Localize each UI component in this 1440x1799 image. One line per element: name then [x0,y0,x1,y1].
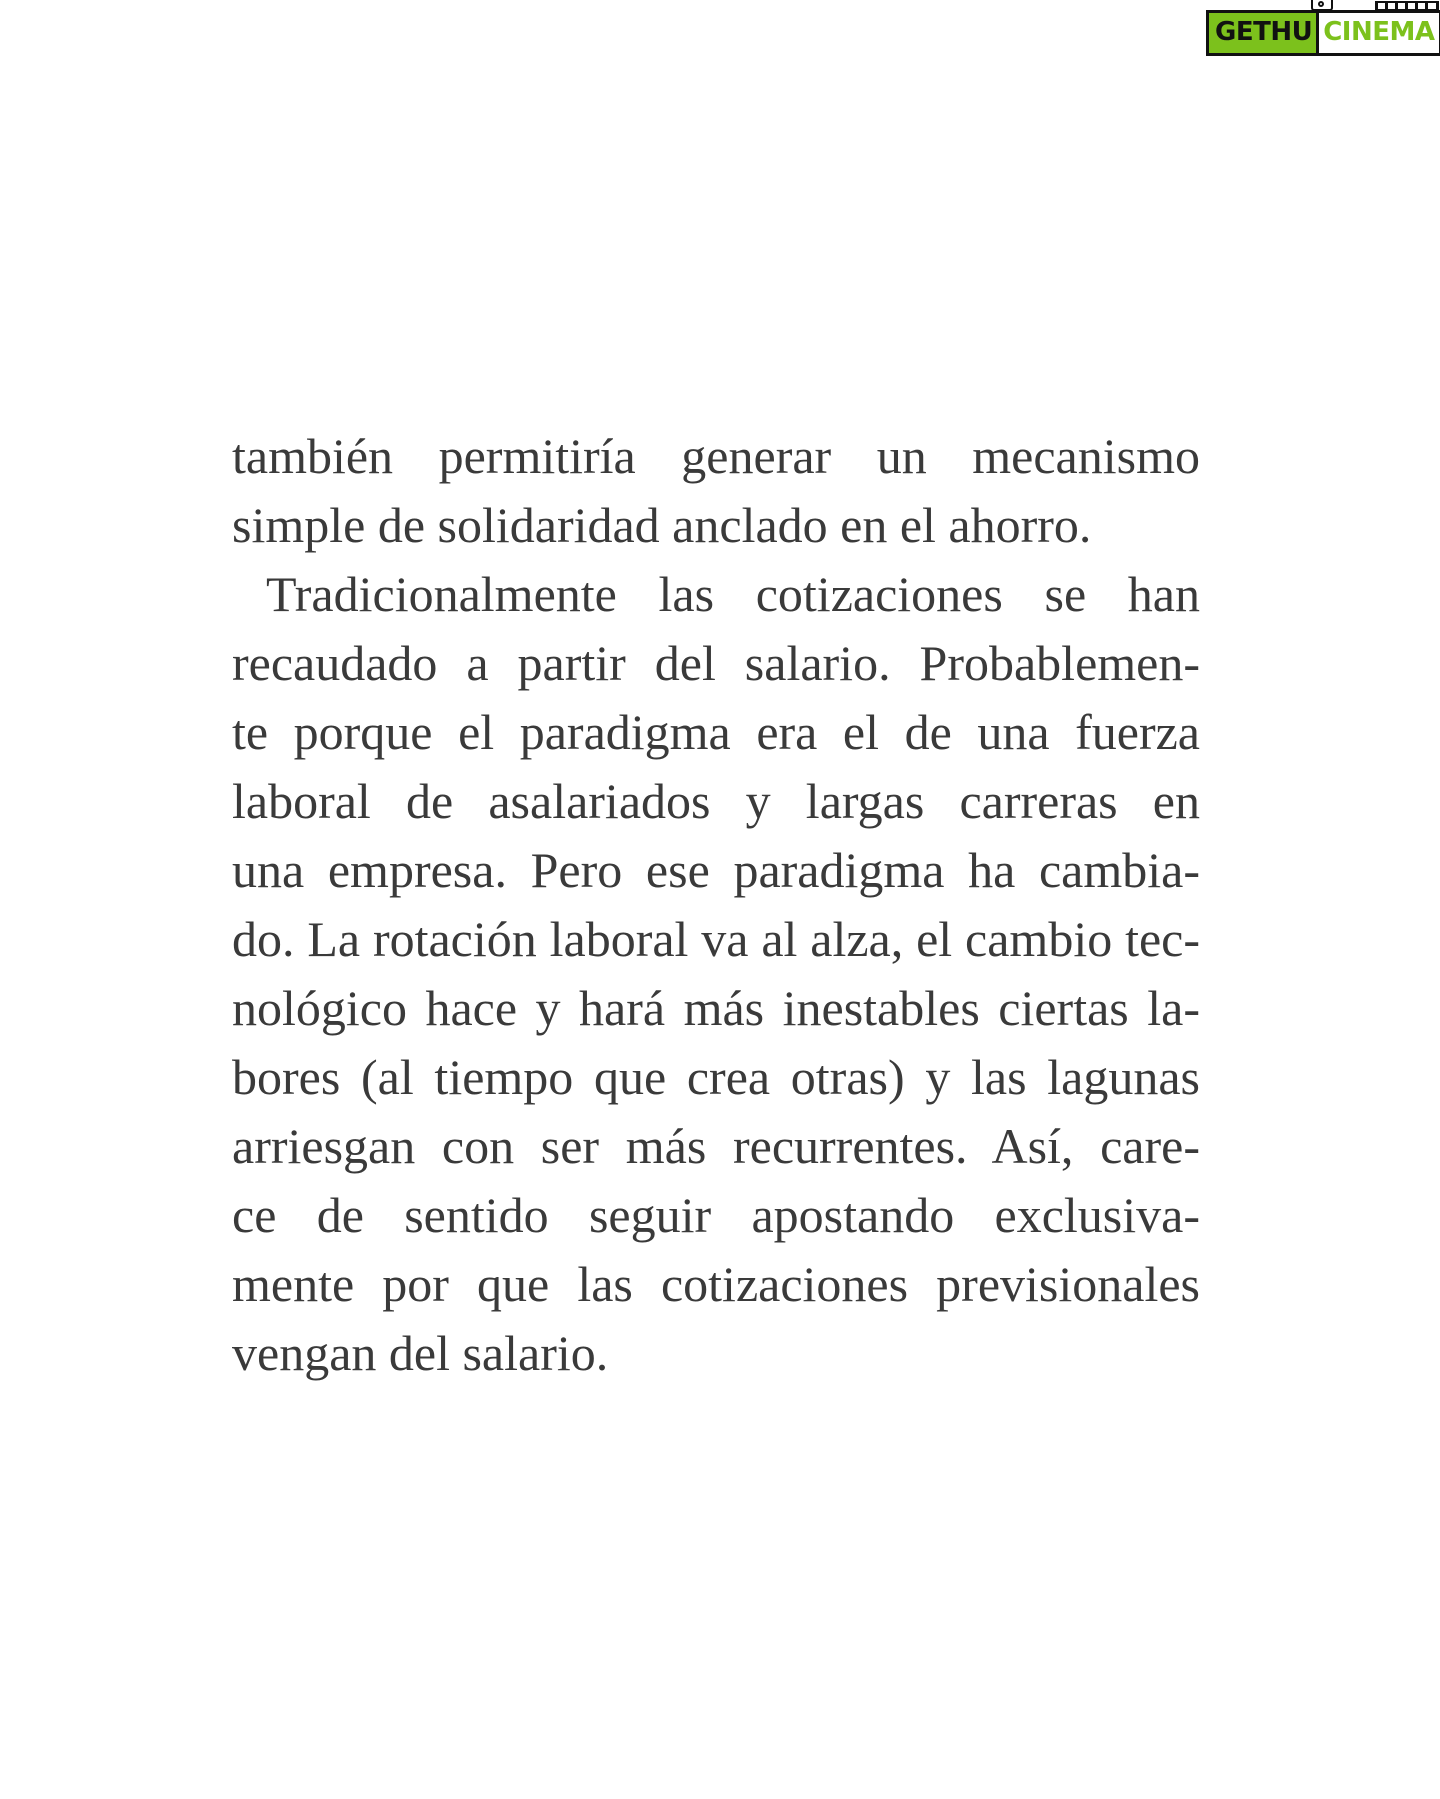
text-line: mente por que las cotizaciones previsionales [232,1256,1200,1312]
film-strip-icon [1375,1,1439,11]
article-body [232,422,1200,1388]
text-line: laboral de asalariados y largas carreras en [232,773,1200,829]
logo-word-cinema-text: CINEMA [1323,17,1435,47]
text-line: vengan del salario. [232,1325,609,1381]
text-line: te porque el paradigma era el de una fuerza [232,704,1200,760]
logo-word-cinema [1316,10,1440,56]
camera-icon [1311,0,1333,11]
text-line: simple de solidaridad anclado en el ahorro. [232,497,1092,553]
text-line: Tradicionalmente las cotizaciones se han [266,566,1200,622]
paragraph-2 [232,560,1200,1388]
text-line: una empresa. Pero ese paradigma ha cambia- [232,842,1200,898]
text-line: arriesgan con ser más recurrentes. Así, care- [232,1118,1200,1174]
text-line: recaudado a partir del salario. Probablemen- [232,635,1200,691]
text-line: nológico hace y hará más inestables ciertas la- [232,980,1200,1036]
text-line: bores (al tiempo que crea otras) y las lagunas [232,1049,1200,1105]
text-line: ce de sentido seguir apostando exclusiva- [232,1187,1200,1243]
paragraph-1 [232,422,1200,560]
text-line: do. La rotación laboral va al alza, el cambio tec- [232,911,1200,967]
text-line: también permitiría generar un mecanismo [232,428,1200,484]
gethucinema-logo [1206,8,1435,56]
logo-word-gethu: GETHU [1206,10,1316,56]
